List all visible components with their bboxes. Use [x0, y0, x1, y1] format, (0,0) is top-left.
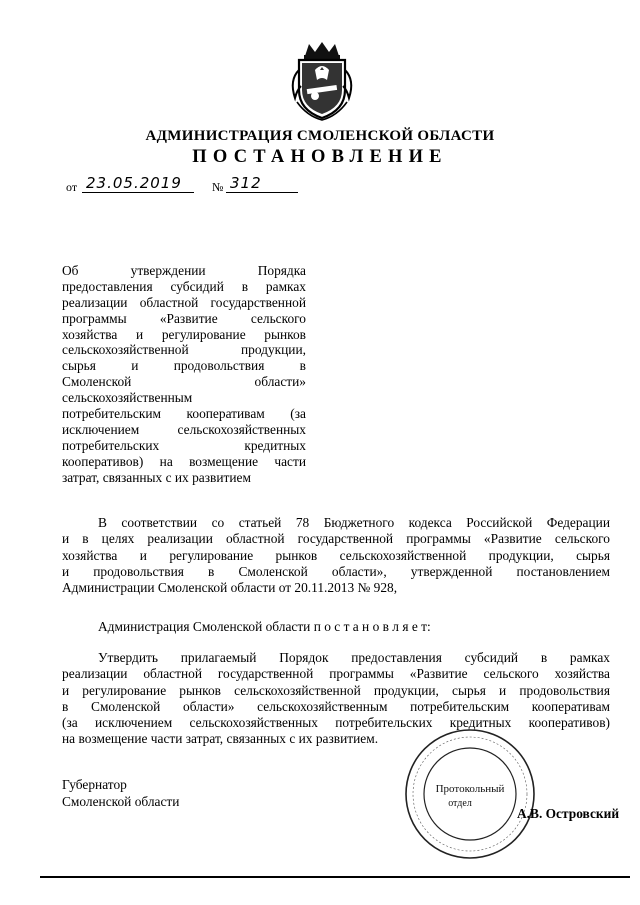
organization-name: АДМИНИСТРАЦИЯ СМОЛЕНСКОЙ ОБЛАСТИ	[145, 128, 495, 144]
position-line: Смоленской области	[62, 794, 180, 809]
paragraph-line: Утвердить прилагаемый Порядок предоставления субсидий в рамках	[98, 650, 610, 665]
date-prefix: от	[66, 180, 78, 194]
resolution-subject: Администрация Смоленской области	[98, 619, 311, 634]
number-underline	[226, 192, 298, 193]
date-underline	[82, 192, 194, 193]
paragraph-line: реализации областной государственной программы «Развитие сельского хозяйства	[62, 666, 610, 682]
handwritten-date: 23.05.2019	[86, 174, 182, 192]
paragraph-line: (за исключением сельскохозяйственных потребительских кредитных кооперативов)	[62, 715, 610, 731]
paragraph-line: Администрации Смоленской области от 20.11.2013 № 928,	[62, 580, 398, 596]
date-number-line	[66, 174, 306, 196]
resolution-verb: п о с т а н о в л я е т:	[313, 619, 431, 634]
number-prefix: №	[212, 180, 224, 194]
subject-line: программы «Развитие сельского	[62, 310, 306, 326]
subject-line: потребительским кооперативам (за	[62, 406, 306, 422]
subject-line: сельскохозяйственной продукции,	[62, 342, 306, 358]
subject-line: Смоленской области»	[62, 374, 306, 390]
subject-line: предоставления субсидий в рамках	[62, 278, 306, 294]
signatory-position	[62, 776, 179, 810]
subject-line: кооперативов) на возмещение части	[62, 453, 306, 469]
coat-of-arms-emblem	[287, 40, 357, 122]
subject-line: сельскохозяйственным	[62, 390, 193, 406]
round-seal-stamp	[402, 726, 538, 862]
subject-line: потребительских кредитных	[62, 437, 306, 453]
preamble-paragraph	[62, 515, 610, 596]
paragraph-line: в Смоленской области» сельскохозяйственным потребительским кооперативам	[62, 698, 610, 714]
handwritten-number: 312	[230, 174, 262, 192]
stamp-line: отдел	[448, 798, 472, 809]
subject-line: сырья и продовольствия в	[62, 358, 306, 374]
document-subject	[62, 263, 306, 485]
paragraph-line: хозяйства и регулирование рынков сельскохозяйственной продукции, сырья	[62, 547, 610, 563]
paragraph-line: В соответствии со статьей 78 Бюджетного кодекса Российской Федерации	[98, 515, 610, 530]
paragraph-line: и регулирование рынков сельскохозяйственной продукции, сырья и продовольствия	[62, 682, 610, 698]
subject-line: исключением сельскохозяйственных	[62, 421, 306, 437]
paragraph-line: на возмещение части затрат, связанных с их развитием.	[62, 731, 379, 747]
subject-line: реализации областной государственной	[62, 294, 306, 310]
stamp-line: Протокольный	[435, 783, 505, 795]
resolution-paragraph	[62, 619, 610, 635]
paragraph-line: и в целях реализации областной государственной программы «Развитие сельского	[62, 531, 610, 547]
document-type-title: ПОСТАНОВЛЕНИЕ	[192, 147, 448, 167]
signatory-name: А.В. Островский	[517, 806, 620, 821]
paragraph-line	[62, 619, 610, 635]
position-line: Губернатор	[62, 777, 127, 792]
paragraph-line: и продовольствия в Смоленской области», утвержденной постановлением	[62, 563, 610, 579]
subject-line: Об утверждении Порядка	[62, 263, 306, 278]
subject-line: затрат, связанных с их развитием	[62, 469, 251, 485]
bottom-rule	[40, 876, 630, 878]
subject-line: хозяйства и регулирование рынков	[62, 326, 306, 342]
